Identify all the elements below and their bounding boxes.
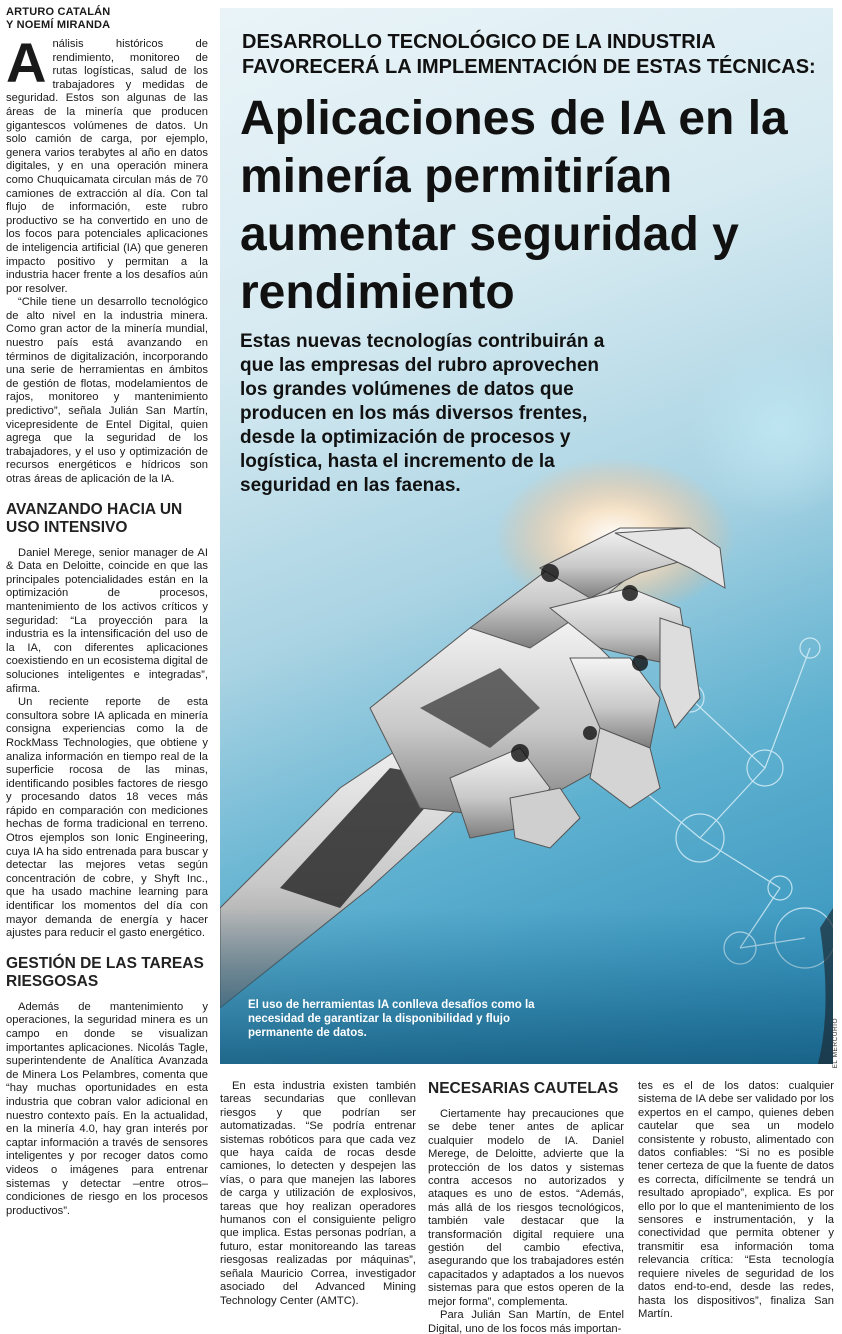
body-paragraph: En esta industria existen también tareas secundarias que conllevan riesgos y que podrían ser automatizadas. “Se podría entrenar sistemas robóticos para que cada vez que haya caída de rocas desde camiones, lo detecten y despejen las vías, o para que manejen las labores de carga y utilización de explosivos, tareas que hoy realizan operadores humanos con el consiguiente peligro que implica. Estas personas podrían, a futuro, estar monitoreando las tareas riesgosas realizadas por máquinas”, señala Mauricio Correa, investigador asociado del Advanced Mining Technology Center (AMTC). <box>220 1080 416 1307</box>
intro-paragraph <box>6 31 208 296</box>
column-2 <box>220 1080 416 1308</box>
deck: Estas nuevas tecnologías contribuirán a que las empresas del rubro aprovechen los grandes volúmenes de datos que producen en los más diversos frentes, desde la optimización de procesos y logística, hasta el incremento de la seguridad en las faenas. <box>240 331 605 496</box>
column-4 <box>638 1080 834 1321</box>
byline <box>6 6 208 32</box>
byline-author-1: ARTURO CATALÁN <box>6 6 111 18</box>
left-column <box>6 6 208 1218</box>
kicker: DESARROLLO TECNOLÓGICO DE LA INDUSTRIA FAVORECERÁ LA IMPLEMENTACIÓN DE ESTAS TÉCNICAS: <box>242 31 816 78</box>
body-paragraph: Además de mantenimiento y operaciones, la seguridad minera es un campo en donde se visualizan importantes aplicaciones. Nicolás Tagle, superintendente de Analítica Avanzada de Minera Los Pelambres, comenta que “hay muchas oportunidades en esta industria que cobran valor adicional en nuestro contexto país. En la actualidad, en la minería 4.0, hay gran interés por captar información a través de sensores inteligentes y por recoger datos como videos o imágenes para entrenar sistemas y detectar –entre otros– condiciones de riesgo en los procesos productivos”. <box>6 1000 208 1217</box>
body-paragraph: Un reciente reporte de esta consultora sobre IA aplicada en minería consigna experiencias como la de RockMass Technologies, que obtiene y analiza información en tiempo real de la superficie rocosa de las minas, identificando posibles factores de riesgo y procesando datos 18 veces más rápido en comparación con mediciones hechas de forma tradicional en terreno. Otros ejemplos son Ionic Engineering, cuya IA ha sido entrenada para buscar y detectar las mejores vetas según concentración de cobre, y Shyft Inc., que ha usado machine learning para identificar los momentos del día con mayor demanda de energía y hacer ajustes para reducir el gasto energético. <box>6 696 208 940</box>
drop-cap: A <box>6 31 47 94</box>
photo-caption: El uso de herramientas IA conlleva desafíos como la necesidad de garantizar la disponibilidad y flujo permanente de datos. <box>248 999 535 1039</box>
section-heading: AVANZANDO HACIA UN USO INTENSIVO <box>6 500 183 536</box>
body-paragraph: Para Julián San Martín, de Entel Digital, uno de los focos más importan- <box>428 1309 624 1334</box>
body-paragraph: tes es el de los datos: cualquier sistema de IA debe ser validado por los expertos en el campo, quienes deben cautelar que sea un modelo consistente y robusto, alimentado con datos confiables: “Si no es posible tener certeza de que la fuente de datos es correcta, difícilmente se tendrá un resultado apropiado”, explica. Es por ello por lo que el mantenimiento de los sensores e instrumentación, y la conectividad que permita obtener y transmitir esa información toma relevancia crítica: “Esta tecnología requiere niveles de seguridad de los datos end-to-end, desde las redes, hasta los dispositivos”, finaliza San Martín. <box>638 1080 834 1320</box>
column-3 <box>428 1080 624 1334</box>
body-paragraph: Ciertamente hay precauciones que se debe tener antes de aplicar cualquier modelo de IA. Daniel Merege, de Deloitte, advierte que la protección de los datos y sistemas contra accesos no autorizados y ataques es uno de estos. “Además, más allá de los riesgos tecnológicos, también vale destacar que la transformación digital requiere una gestión del cambio efectiva, asegurando que los trabajadores estén capacitados y adaptados a los nuevos sistemas para que estos operen de la mejor forma”, complementa. <box>428 1108 624 1308</box>
hero-photo <box>220 8 833 1064</box>
section-heading: GESTIÓN DE LAS TAREAS RIESGOSAS <box>6 954 204 990</box>
section-heading: NECESARIAS CAUTELAS <box>428 1080 619 1097</box>
body-paragraph: Daniel Merege, senior manager de AI & Data en Deloitte, coincide en que las principales potencialidades están en la optimización de procesos, mantenimiento de los activos críticos y seguridad: “La proyección para la industria es la intensificación del uso de la IA, con diferentes aplicaciones coexistiendo en un ecosistema digital de soluciones inteligentes e integradas”, afirma. <box>6 546 208 695</box>
photo-credit: EL MERCURIO <box>832 1018 839 1069</box>
body-paragraph: “Chile tiene un desarrollo tecnológico de alto nivel en la industria minera. Como gran actor de la minería mundial, nuestro país está avanzando en términos de digitalización, incorporando una serie de herramientas en ámbitos de gestión de flotas, modelamientos de rajos, monitoreo y mantenimiento predictivo”, señala Julián San Martín, vicepresidente de Entel Digital, quien agrega que la seguridad de los trabajadores, y el uso y optimización de recursos energéticos e hídricos son otras áreas de aplicación de la IA. <box>6 296 208 485</box>
intro-text: nálisis históricos de rendimiento, monitoreo de rutas logísticas, salud de los trabajadores y medidas de seguridad. Estos son algunas de las áreas de la minería que producen gigantescos volúmenes de datos. Un solo camión de carga, por ejemplo, genera varios terabytes al año en datos digitales, y en una operación minera como Chuquicamata circulan más de 70 camiones de extracción al día. Con tal flujo de información, este rubro productivo se ha convertido en uno de los focos para potenciales aplicaciones de inteligencia artificial (IA) que generen impacto positivo y permitan a la industria hacer frente a los desafíos aún por resolver. <box>6 38 208 295</box>
headline: Aplicaciones de IA en la minería permitirían aumentar seguridad y rendimiento <box>240 92 788 319</box>
byline-author-2: Y NOEMÍ MIRANDA <box>6 19 111 31</box>
